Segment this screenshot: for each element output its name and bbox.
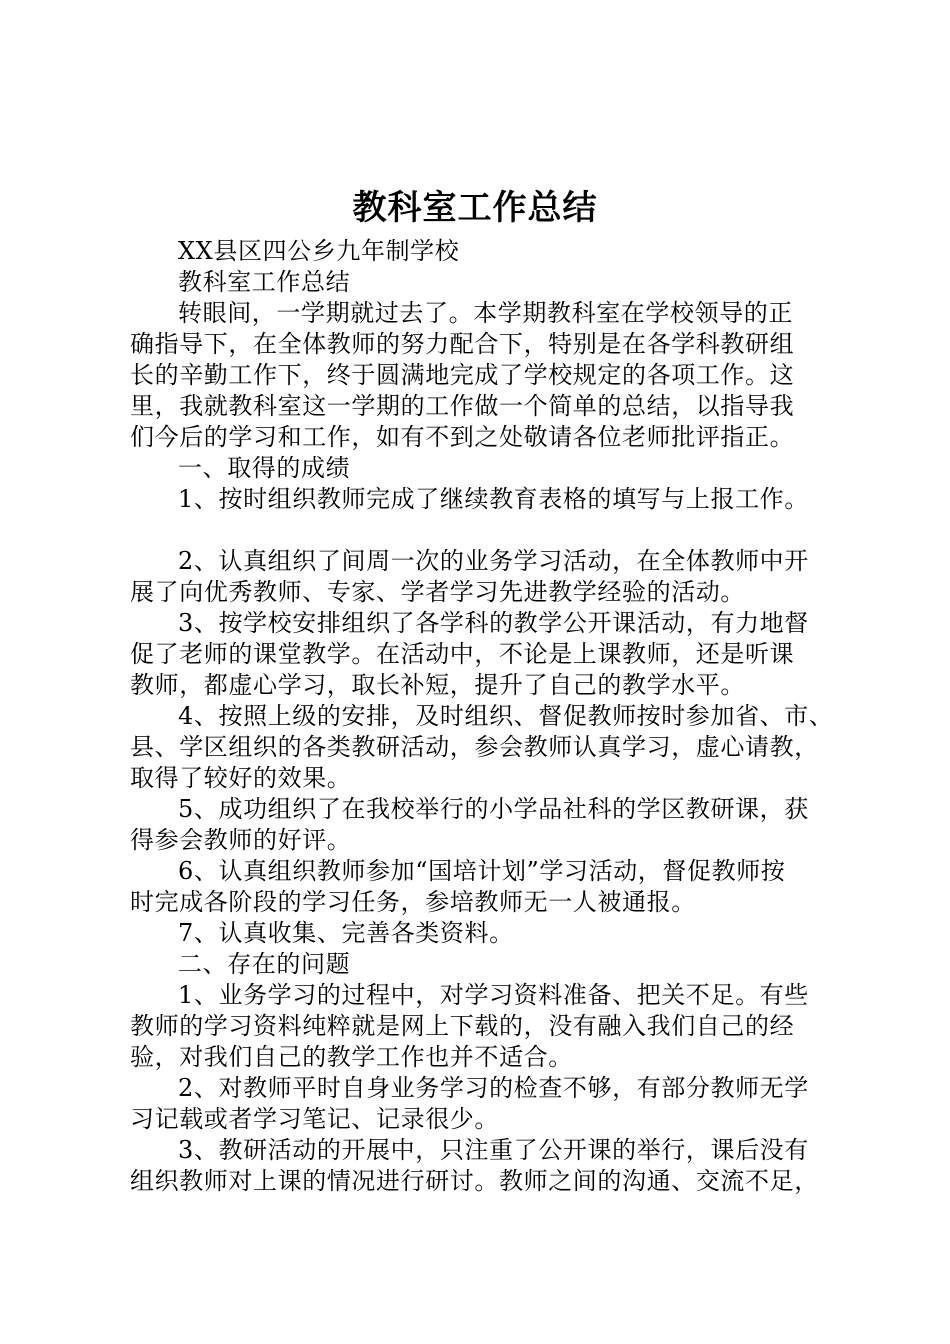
text-line: 验，对我们自己的教学工作也并不适合。 — [130, 1043, 573, 1071]
text-line: 长的辛勤工作下，终于圆满地完成了学校规定的各项工作。这 — [130, 361, 795, 389]
text-line: 县、学区组织的各类教研活动，参会教师认真学习，虚心请教， — [130, 733, 819, 761]
text-line: 4、按照上级的安排，及时组织、督促教师按时参加省、市、 — [178, 702, 833, 730]
blank-line — [130, 515, 833, 546]
text-line: 里，我就教科室这一学期的工作做一个简单的总结，以指导我 — [130, 392, 795, 420]
text-line: 2、对教师平时自身业务学习的检查不够，有部分教师无学 — [178, 1074, 809, 1102]
document-body — [130, 236, 833, 1197]
text-line: 取得了较好的效果。 — [130, 764, 352, 792]
text-line: 确指导下，在全体教师的努力配合下，特别是在各学科教研组 — [130, 330, 795, 358]
text-line: 习记载或者学习笔记、记录很少。 — [130, 1105, 499, 1133]
text-line: 3、按学校安排组织了各学科的教学公开课活动，有力地督 — [178, 609, 809, 637]
text-line: 转眼间，一学期就过去了。本学期教科室在学校领导的正 — [178, 299, 793, 327]
text-line: 组织教师对上课的情况进行研讨。教师之间的沟通、交流不足， — [130, 1167, 819, 1195]
text-line: 教师的学习资料纯粹就是网上下载的，没有融入我们自己的经 — [130, 1012, 795, 1040]
text-line: 1、业务学习的过程中，对学习资料准备、把关不足。有些 — [178, 981, 809, 1009]
text-line: 一、取得的成绩 — [178, 454, 351, 482]
text-line: 展了向优秀教师、专家、学者学习先进教学经验的活动。 — [130, 578, 745, 606]
text-line: 1、按时组织教师完成了继续教育表格的填写与上报工作。 — [178, 485, 809, 513]
text-line: 促了老师的课堂教学。在活动中，不论是上课教师，还是听课 — [130, 640, 795, 668]
text-line: 7、认真收集、完善各类资料。 — [178, 919, 514, 947]
text-line: 2、认真组织了间周一次的业务学习活动，在全体教师中开 — [178, 547, 809, 575]
text-line: 3、教研活动的开展中，只注重了公开课的举行，课后没有 — [178, 1136, 809, 1164]
text-line: 教科室工作总结 — [178, 268, 351, 296]
text-line: 们今后的学习和工作，如有不到之处敬请各位老师批评指正。 — [130, 423, 795, 451]
text-line: 得参会教师的好评。 — [130, 826, 352, 854]
text-line: 教师，都虚心学习，取长补短，提升了自己的教学水平。 — [130, 671, 745, 699]
text-line: 5、成功组织了在我校举行的小学品社科的学区教研课，获 — [178, 795, 809, 823]
text-line: 6、认真组织教师参加“国培计划”学习活动，督促教师按 — [178, 857, 786, 885]
document-title: 教科室工作总结 — [352, 188, 598, 228]
text-line: 时完成各阶段的学习任务，参培教师无一人被通报。 — [130, 888, 696, 916]
text-line: 二、存在的问题 — [178, 950, 351, 978]
text-line: XX县区四公乡九年制学校 — [178, 237, 460, 265]
